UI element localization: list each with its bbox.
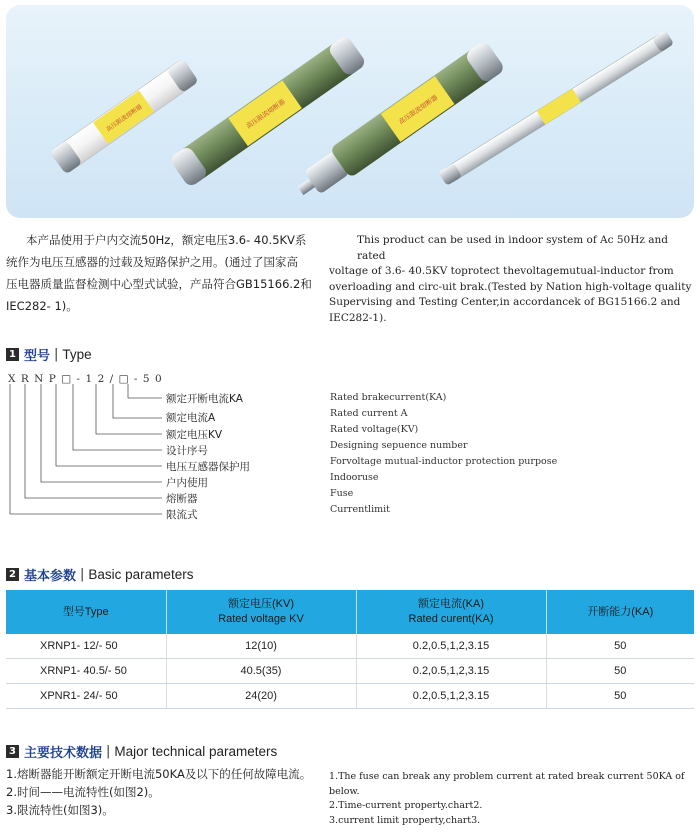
section-number: 1 <box>6 348 19 361</box>
type-item-cn: 限流式 <box>166 509 198 521</box>
list-item: 3.current limit property,chart3. <box>329 814 481 826</box>
type-item-cn: 额定开断电流KA <box>166 393 243 405</box>
table-cell: XRNP1- 12/- 50 <box>6 634 166 659</box>
type-item-cn: 额定电压KV <box>166 429 223 441</box>
intro-cn-line: 本产品使用于户内交流50Hz，额定电压3.6- 40.5KV系 <box>26 233 307 247</box>
table-row <box>6 684 694 709</box>
table-row <box>6 659 694 684</box>
section-basic-heading <box>6 565 193 584</box>
basic-parameters-table <box>6 590 694 709</box>
intro-en <box>329 233 694 326</box>
section-type-heading <box>6 345 92 364</box>
section-title-cn: 基本参数 <box>24 569 77 584</box>
table-header-row <box>6 590 694 634</box>
type-item-en: Designing sepuence number <box>330 440 468 451</box>
intro-en-line: voltage of 3.6- 40.5KV toprotect thevoltagemutual-inductor from <box>329 265 674 277</box>
section-number: 2 <box>6 568 19 581</box>
table-cell: 0.2,0.5,1,2,3.15 <box>356 634 546 659</box>
type-code-tree <box>0 380 170 520</box>
section-title-en: Major technical parameters <box>114 744 278 759</box>
technical-list-cn <box>6 765 311 819</box>
list-item: 2.时间——电流特性(如图2)。 <box>6 785 160 799</box>
section-title-cn: 型号 <box>24 349 51 364</box>
intro-en-line: This product can be used in indoor system of Ac 50Hz and rated <box>357 234 668 262</box>
list-item: 2.Time-current property.chart2. <box>329 800 483 811</box>
fuse-product-photo <box>6 5 694 218</box>
table-cell: 50 <box>546 659 694 684</box>
table-header-cell: 额定电流(KA) Rated curent(KA) <box>356 590 546 634</box>
type-item-cn: 电压互感器保护用 <box>166 461 250 473</box>
section-separator: | <box>54 347 59 362</box>
section-separator: | <box>80 567 85 582</box>
table-cell: 12(10) <box>166 634 356 659</box>
type-item-en: Rated voltage(KV) <box>330 424 419 435</box>
table-cell: 24(20) <box>166 684 356 709</box>
model-code: XRNP□-12/□-50 <box>8 373 168 385</box>
product-banner <box>6 5 694 218</box>
type-item-en: Currentlimit <box>330 504 390 515</box>
section-number: 3 <box>6 745 19 758</box>
table-header-cell: 开断能力(KA) <box>546 590 694 634</box>
type-item-cn: 额定电流A <box>166 412 216 424</box>
fuse-label-text: 高压限流熔断器 <box>105 103 144 134</box>
section-title-en: Basic parameters <box>88 567 194 582</box>
table-header-cell: 额定电压(KV) Rated voltage KV <box>166 590 356 634</box>
svg-text:高压限流熔断器: 高压限流熔断器 <box>397 93 440 127</box>
intro-en-line: IEC282-1). <box>329 311 387 324</box>
table-row <box>6 634 694 659</box>
table-cell: XRNP1- 40.5/- 50 <box>6 659 166 684</box>
table-cell: 0.2,0.5,1,2,3.15 <box>356 684 546 709</box>
type-item-en: Indooruse <box>330 472 379 483</box>
table-header-cell: 型号Type <box>6 590 166 634</box>
list-item: 1.The fuse can break any problem current at rated break current 50KA of below. <box>329 771 685 797</box>
intro-en-line: overloading and circ-uit brak.(Tested by Nation high-voltage quality <box>329 280 692 293</box>
table-cell: XPNR1- 24/- 50 <box>6 684 166 709</box>
intro-cn-line: 统作为电压互感器的过载及短路保护之用。(通过了国家高 <box>6 255 298 269</box>
intro-cn <box>6 229 316 317</box>
type-item-en: Rated current A <box>330 408 408 419</box>
table-cell: 0.2,0.5,1,2,3.15 <box>356 659 546 684</box>
type-item-en: Fuse <box>330 488 354 499</box>
list-item: 3.限流特性(如图3)。 <box>6 803 114 817</box>
section-title-cn: 主要技术数据 <box>24 746 103 761</box>
table-cell: 50 <box>546 634 694 659</box>
type-item-en: Rated brakecurrent(KA) <box>330 392 447 403</box>
technical-list-en <box>329 770 687 828</box>
section-title-en: Type <box>62 347 92 362</box>
intro-cn-line: IEC282- 1)。 <box>6 299 78 313</box>
section-technical-heading <box>6 742 277 761</box>
section-separator: | <box>106 744 111 759</box>
list-item: 1.熔断器能开断额定开断电流50KA及以下的任何故障电流。 <box>6 767 312 781</box>
table-cell: 50 <box>546 684 694 709</box>
svg-text:高压限流熔断器: 高压限流熔断器 <box>244 97 287 131</box>
type-item-en: Forvoltage mutual-inductor protection purpose <box>330 456 558 467</box>
type-item-cn: 设计序号 <box>166 445 208 457</box>
type-item-cn: 熔断器 <box>166 493 198 505</box>
intro-en-line: Supervising and Testing Center,in accordancek of BG15166.2 and <box>329 296 681 308</box>
table-cell: 40.5(35) <box>166 659 356 684</box>
type-item-cn: 户内使用 <box>166 477 208 489</box>
intro-cn-line: 压电器质量监督检测中心型式试验，产品符合GB15166.2和 <box>6 277 312 291</box>
